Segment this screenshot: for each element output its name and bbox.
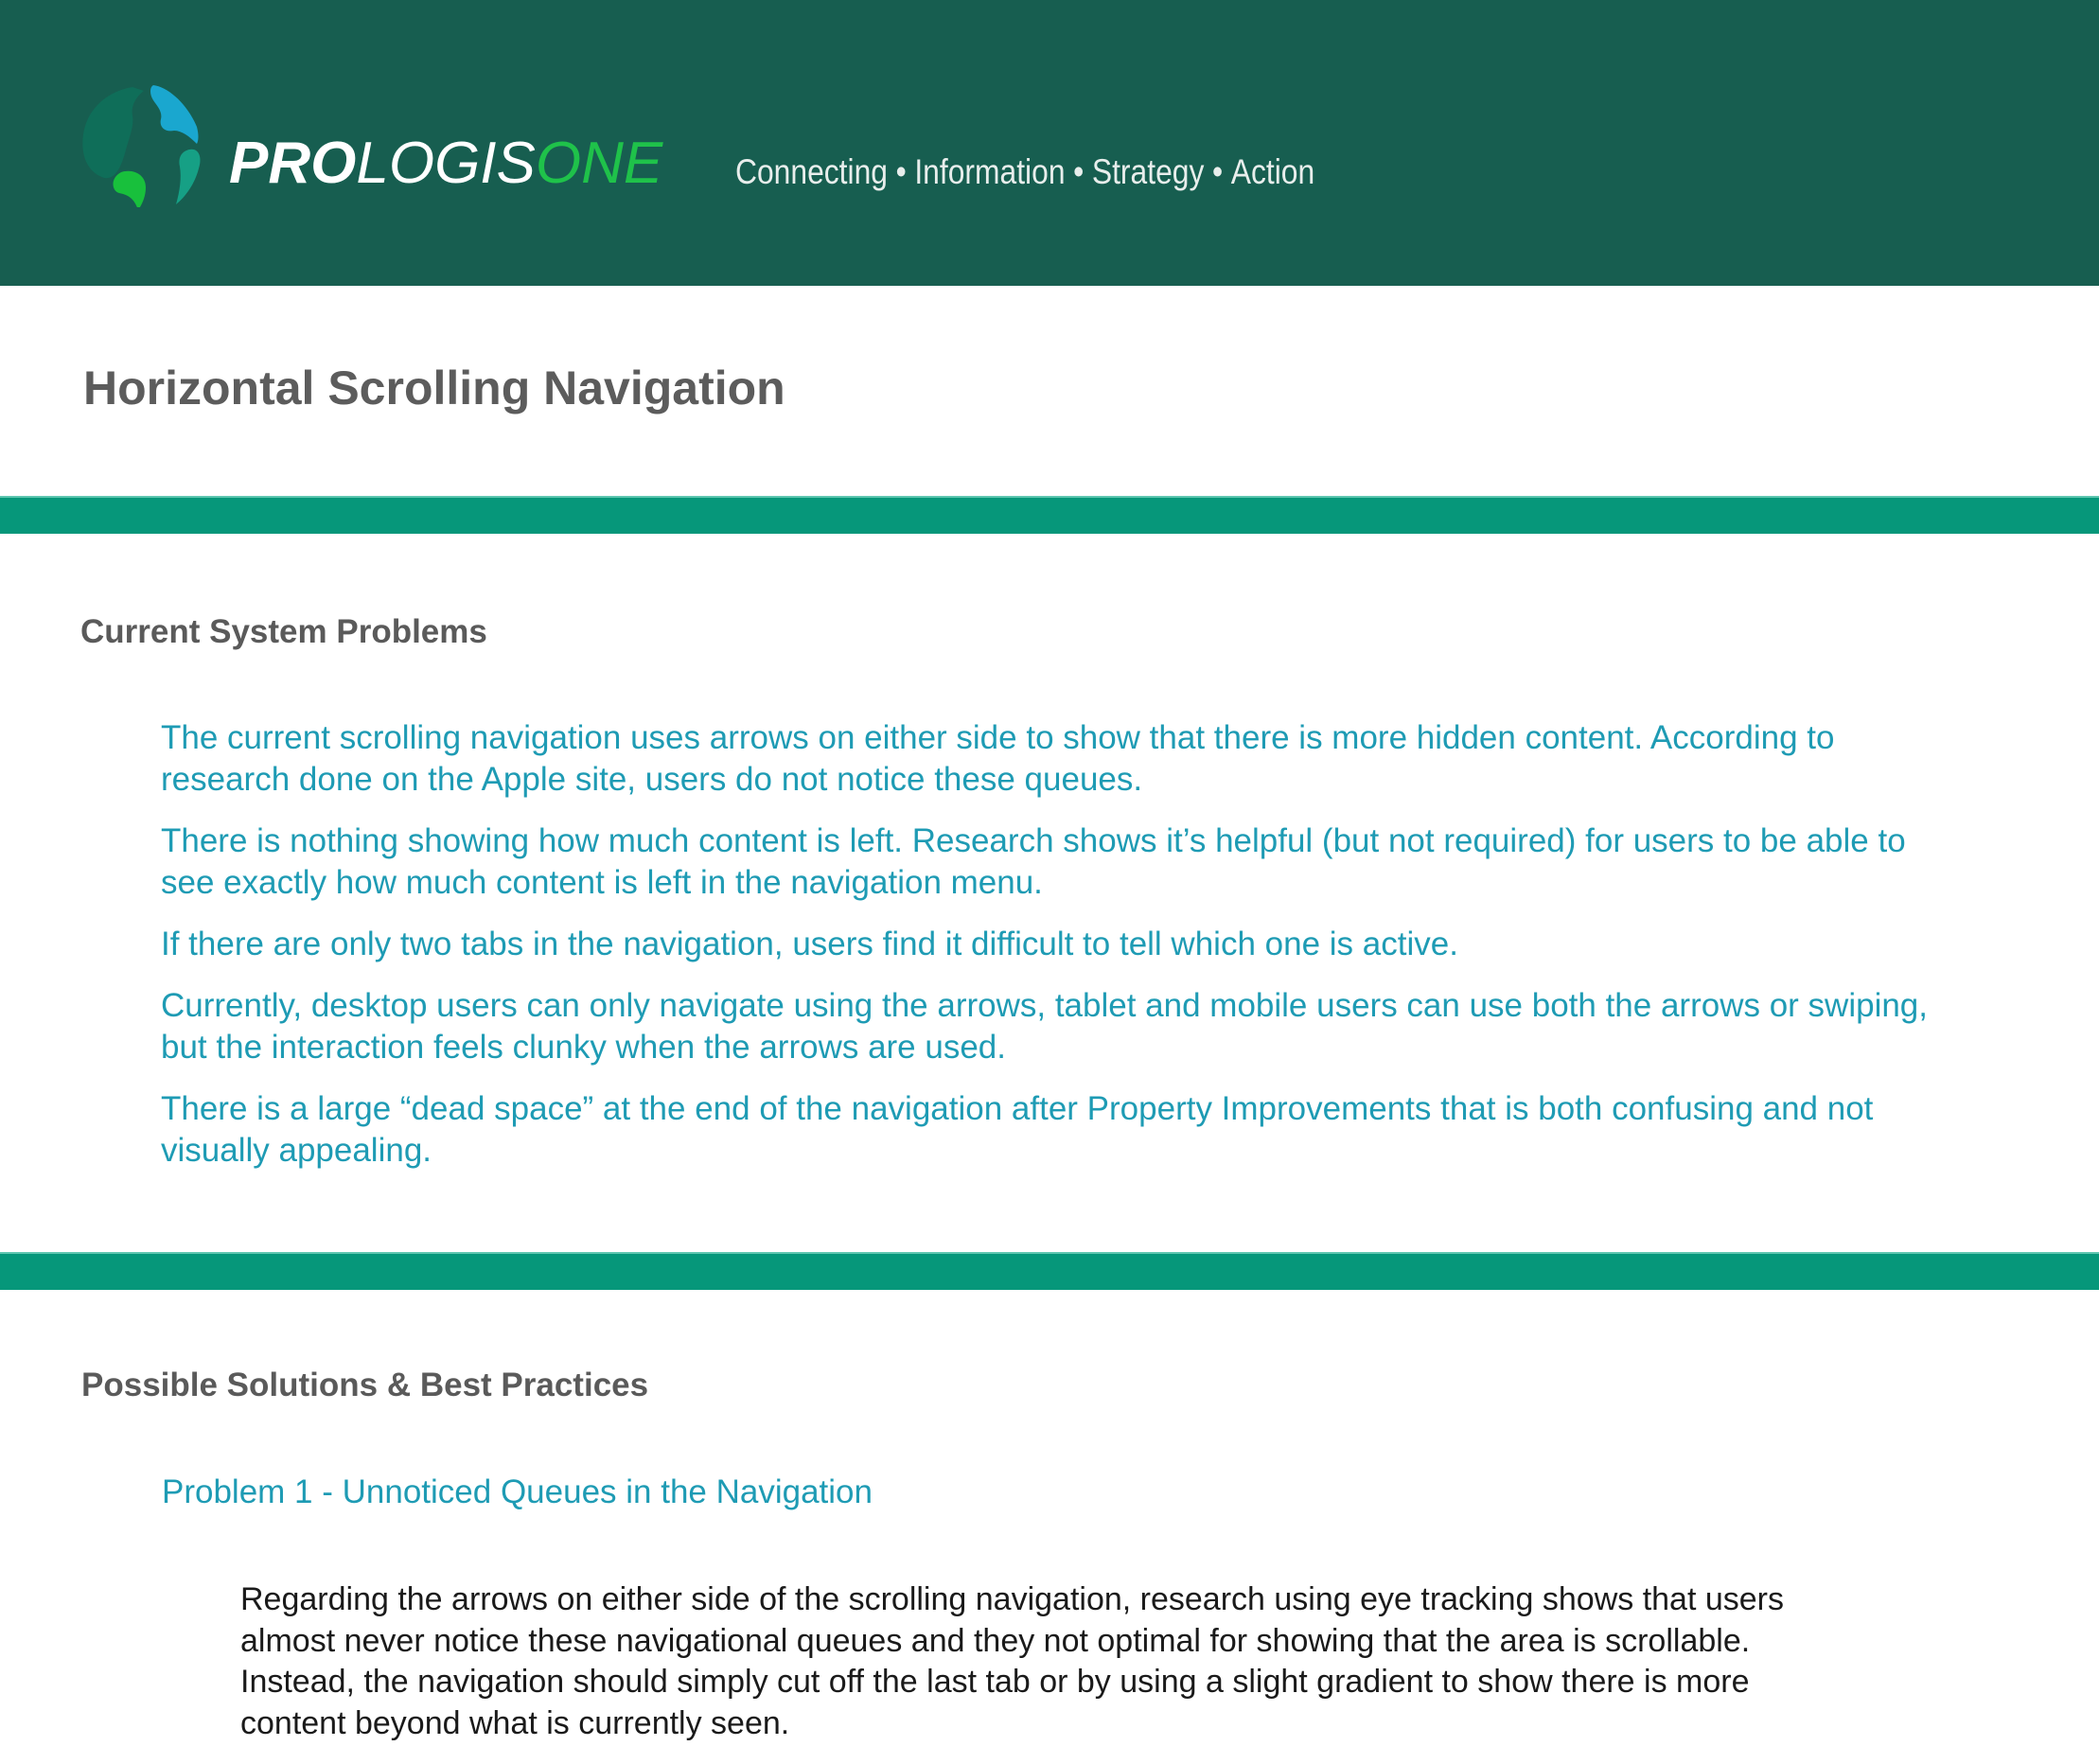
- brand-one: ONE: [535, 131, 663, 196]
- problems-list: [161, 717, 1959, 1191]
- problem-item: There is nothing showing how much content is left. Research shows it’s helpful (but not required) for users to be able to see exactly how much content is left in the navigation menu.: [161, 822, 1906, 901]
- problem-item: The current scrolling navigation uses arrows on either side to show that there is more hidden content. According to research done on the Apple site, users do not notice these queues.: [161, 719, 1835, 798]
- brand-logis: LOGIS: [356, 131, 536, 196]
- solutions-heading: Possible Solutions & Best Practices: [81, 1367, 649, 1403]
- bullet-separator: •: [895, 152, 907, 191]
- bullet-separator: •: [1073, 152, 1085, 191]
- section-divider: [0, 496, 2099, 534]
- problem-1-title: Problem 1 - Unnoticed Queues in the Navigation: [162, 1473, 873, 1510]
- tagline-item: Action: [1230, 152, 1315, 191]
- problem-1-body: Regarding the arrows on either side of the scrolling navigation, research using eye tracking shows that users almost never notice these navigational queues and they not optimal for showing that the area is scrollable. Instead, the navigation should simply cut off the last tab or by using a slight gradient to show there is more content beyond what is currently seen.: [240, 1581, 1784, 1741]
- brand-wordmark: [229, 131, 662, 197]
- globe-logo-icon: [76, 79, 213, 207]
- brand-pro: PRO: [229, 131, 357, 196]
- tagline-item: Connecting: [735, 152, 888, 191]
- brand-header: [0, 0, 2099, 286]
- bullet-separator: •: [1211, 152, 1224, 191]
- tagline-item: Strategy: [1091, 152, 1205, 191]
- problem-item: If there are only two tabs in the navigation, users find it difficult to tell which one is active.: [161, 926, 1458, 962]
- section-divider: [0, 1252, 2099, 1290]
- tagline-item: Information: [914, 152, 1066, 191]
- problem-item: There is a large “dead space” at the end of the navigation after Property Improvements that is both confusing and not visually appealing.: [161, 1090, 1874, 1169]
- problem-item: Currently, desktop users can only navigate using the arrows, tablet and mobile users can use both the arrows or swiping, but the interaction feels clunky when the arrows are used.: [161, 987, 1928, 1066]
- page-title: Horizontal Scrolling Navigation: [83, 362, 785, 415]
- current-problems-heading: Current System Problems: [80, 613, 487, 650]
- tagline: [735, 150, 1314, 195]
